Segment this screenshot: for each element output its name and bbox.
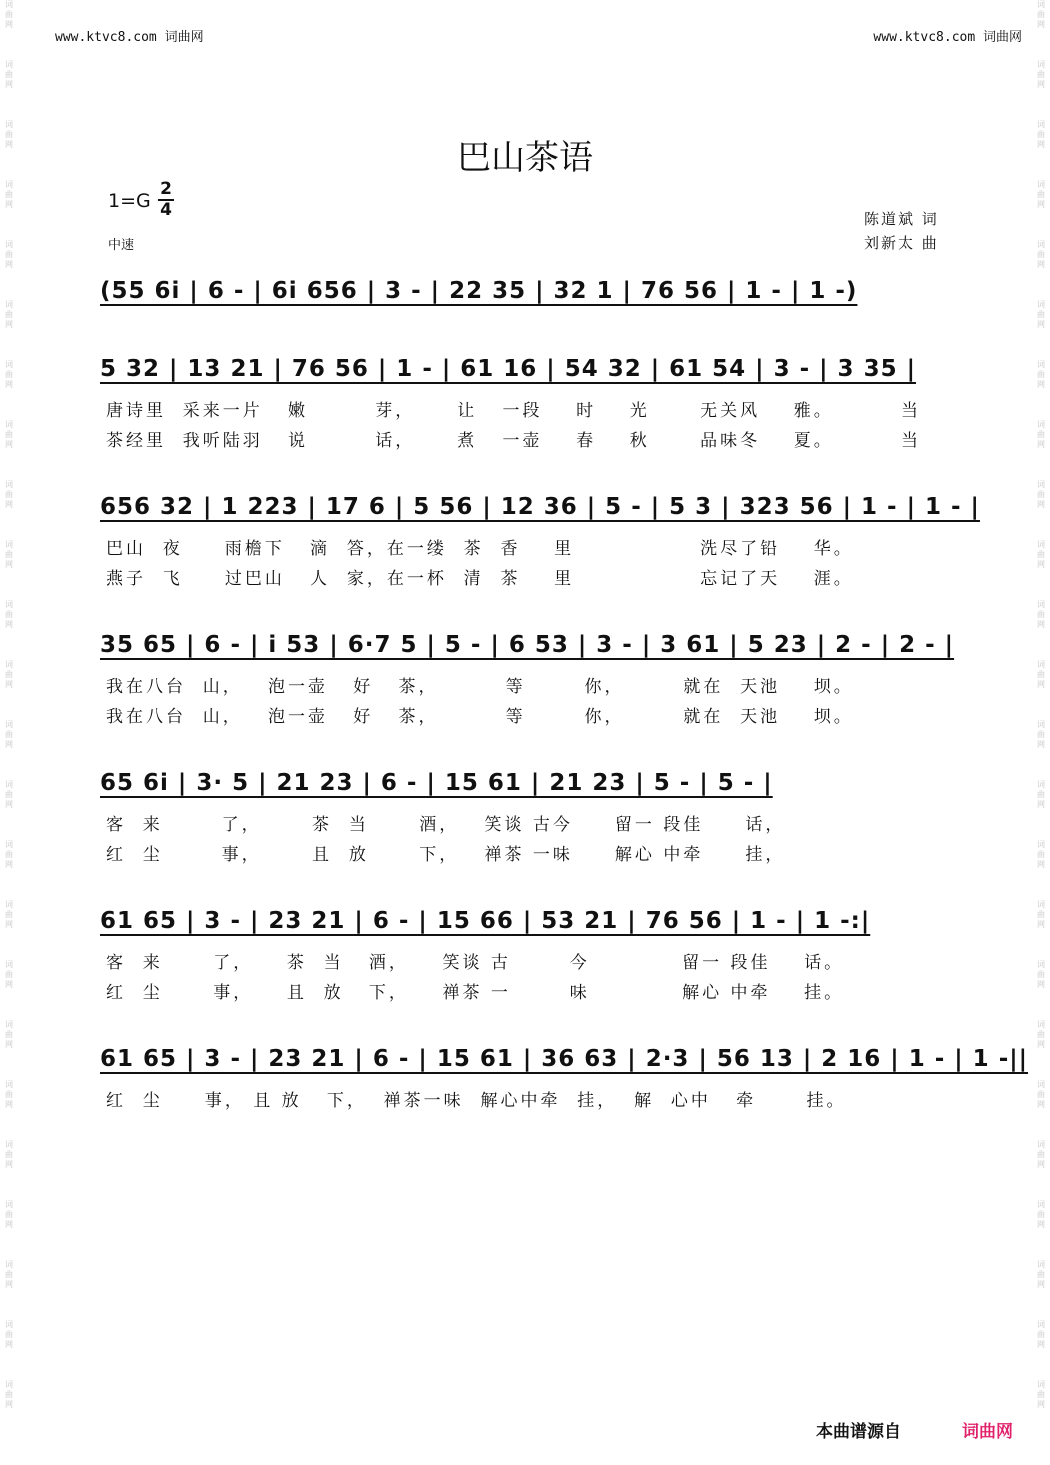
lyric-verse-1: 客 来 了， 茶 当 酒， 笑谈 古 今 留一 段佳 话。 xyxy=(106,953,845,973)
time-signature xyxy=(158,180,174,220)
source-brand-link[interactable]: 词曲网 xyxy=(962,1422,1013,1442)
notation-line: 65 6i | 3· 5 | 21 23 | 6 - | 15 61 | 21 23 | 5 - | 5 - | xyxy=(100,770,773,796)
score-system-intro xyxy=(100,278,950,318)
notation-line: 656 32 | 1 223 | 17 6 | 5 56 | 12 36 | 5 - | 5 3 | 323 56 | 1 - | 1 - | xyxy=(100,494,980,520)
notation-line: 35 65 | 6 - | i 53 | 6·7 5 | 5 - | 6 53 | 3 - | 3 61 | 5 23 | 2 - | 2 - | xyxy=(100,632,955,658)
composer-credit: 刘新太 曲 xyxy=(864,234,939,252)
lyric-verse-2: 我在八台 山， 泡一壶 好 茶， 等 你， 就在 天池 坝。 xyxy=(106,707,854,727)
site-url-right[interactable]: www.ktvc8.com 词曲网 xyxy=(873,30,1022,45)
meter-bottom: 4 xyxy=(160,200,172,220)
lyric-verse-1: 巴山 夜 雨檐下 滴 答，在一缕 茶 香 里 洗尽了铅 华。 xyxy=(106,539,854,559)
lyric-verse-1: 客 来 了， 茶 当 酒， 笑谈 古今 留一 段佳 话， xyxy=(106,815,786,835)
score-system-coda xyxy=(100,1046,1029,1111)
score-system xyxy=(100,356,950,451)
notation-line: (55 6i | 6 - | 6i 656 | 3 - | 22 35 | 32 1 | 76 56 | 1 - | 1 -) xyxy=(100,278,858,304)
notation-line: 61 65 | 3 - | 23 21 | 6 - | 15 66 | 53 21 | 76 56 | 1 - | 1 -:| xyxy=(100,908,871,934)
notation-line: 5 32 | 13 21 | 76 56 | 1 - | 61 16 | 54 32 | 61 54 | 3 - | 3 35 | xyxy=(100,356,916,382)
lyric-verse-2: 红 尘 事， 且 放 下， 禅茶 一 味 解心 中牵 挂。 xyxy=(106,983,845,1003)
side-watermark-left: 词曲网 词曲网 词曲网 词曲网 词曲网 词曲网 词曲网 词曲网 词曲网 词曲网 词曲网 词曲网 词曲网 词曲网 词曲网 词曲网 词曲网 词曲网 词曲网 词曲网 词曲网 词曲网 词曲网 词曲网 xyxy=(5,0,13,1409)
source-label: 本曲谱源自 xyxy=(816,1422,901,1442)
score-system xyxy=(100,908,950,1003)
score-system xyxy=(100,494,980,589)
site-url-left[interactable]: www.ktvc8.com 词曲网 xyxy=(55,30,204,45)
lyric-verse-1: 我在八台 山， 泡一壶 好 茶， 等 你， 就在 天池 坝。 xyxy=(106,677,854,697)
lyric-verse-2: 红 尘 事， 且 放 下， 禅茶 一味 解心 中牵 挂， xyxy=(106,845,786,865)
score-system xyxy=(100,770,950,865)
notation-line: 61 65 | 3 - | 23 21 | 6 - | 15 61 | 36 63 | 2·3 | 56 13 | 2 16 | 1 - | 1 -|| xyxy=(100,1046,1029,1072)
tempo-marking: 中速 xyxy=(108,238,135,253)
meter-top: 2 xyxy=(158,180,174,201)
score-system xyxy=(100,632,955,727)
lyric-verse-1: 红 尘 事， 且 放 下， 禅茶一味 解心中牵 挂， 解 心中 牵 挂。 xyxy=(106,1091,847,1111)
lyric-verse-2: 燕子 飞 过巴山 人 家，在一杯 清 茶 里 忘记了天 涯。 xyxy=(106,569,854,589)
side-watermark-right: 词曲网 词曲网 词曲网 词曲网 词曲网 词曲网 词曲网 词曲网 词曲网 词曲网 词曲网 词曲网 词曲网 词曲网 词曲网 词曲网 词曲网 词曲网 词曲网 词曲网 词曲网 词曲网 词曲网 词曲网 xyxy=(1037,0,1045,1409)
lyric-verse-2: 茶经里 我听陆羽 说 话， 煮 一壶 春 秋 品味冬 夏。 当 xyxy=(106,431,921,451)
lyric-verse-1: 唐诗里 采来一片 嫩 芽， 让 一段 时 光 无关风 雅。 当 xyxy=(106,401,921,421)
key-signature: 1=G xyxy=(108,190,151,212)
lyricist-credit: 陈道斌 词 xyxy=(864,210,939,228)
song-title: 巴山茶语 xyxy=(457,138,593,178)
